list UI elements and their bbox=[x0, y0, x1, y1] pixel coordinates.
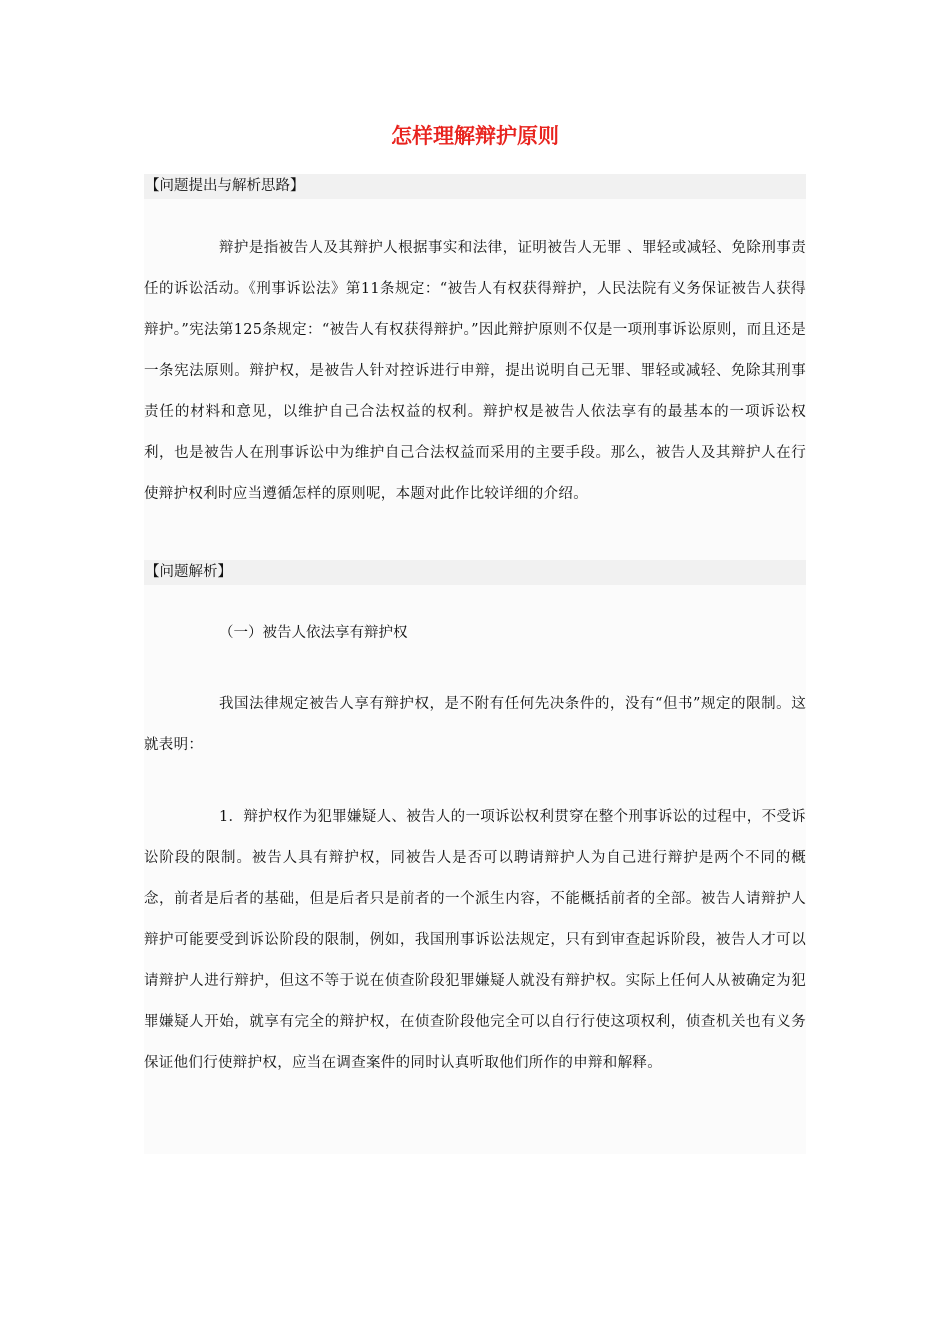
intro-paragraph: 辩护是指被告人及其辩护人根据事实和法律，证明被告人无罪 、罪轻或减轻、免除刑事责任的诉讼活动。《刑事诉讼法》第11条规定：“被告人有权获得辩护，人民法院有义务保证被告人获得辩护。”宪法第125条规定：“被告人有权获得辩护。”因此辩护原则不仅是一项刑事诉讼原则，而且还是一条宪法原则。辩护权，是被告人针对控诉进行申辩，提出说明自己无罪、罪轻或减轻、免除其刑事责任的材料和意见，以维护自己合法权益的权利。辩护权是被告人依法享有的最基本的一项诉讼权利，也是被告人在刑事诉讼中为维护自己合法权益而采用的主要手段。那么，被告人及其辩护人在行使辩护权利时应当遵循怎样的原则呢，本题对此作比较详细的介绍。 bbox=[144, 240, 806, 502]
section-heading-problem: 【问题提出与解析思路】 bbox=[145, 178, 305, 194]
point-1-paragraph: 1．辩护权作为犯罪嫌疑人、被告人的一项诉讼权利贯穿在整个刑事诉讼的过程中，不受诉讼阶段的限制。被告人具有辩护权，同被告人是否可以聘请辩护人为自己进行辩护是两个不同的概念，前者是后者的基础，但是后者只是前者的一个派生内容，不能概括前者的全部。被告人请辩护人辩护可能要受到诉讼阶段的限制，例如，我国刑事诉讼法规定，只有到审查起诉阶段，被告人才可以请辩护人进行辩护，但这不等于说在侦查阶段犯罪嫌疑人就没有辩护权。实际上任何人从被确定为犯罪嫌疑人开始，就享有完全的辩护权，在侦查阶段他完全可以自行行使这项权利，侦查机关也有义务保证他们行使辩护权，应当在调查案件的同时认真听取他们所作的申辩和解释。 bbox=[144, 809, 806, 1071]
section-heading-analysis: 【问题解析】 bbox=[145, 564, 232, 580]
analysis-paragraph: 我国法律规定被告人享有辩护权，是不附有任何先决条件的，没有“但书”规定的限制。这就表明： bbox=[144, 696, 806, 753]
subheading-defense-right: （一）被告人依法享有辩护权 bbox=[219, 625, 408, 641]
page-title: 怎样理解辩护原则 bbox=[391, 124, 559, 148]
section-header-bar bbox=[144, 560, 806, 585]
